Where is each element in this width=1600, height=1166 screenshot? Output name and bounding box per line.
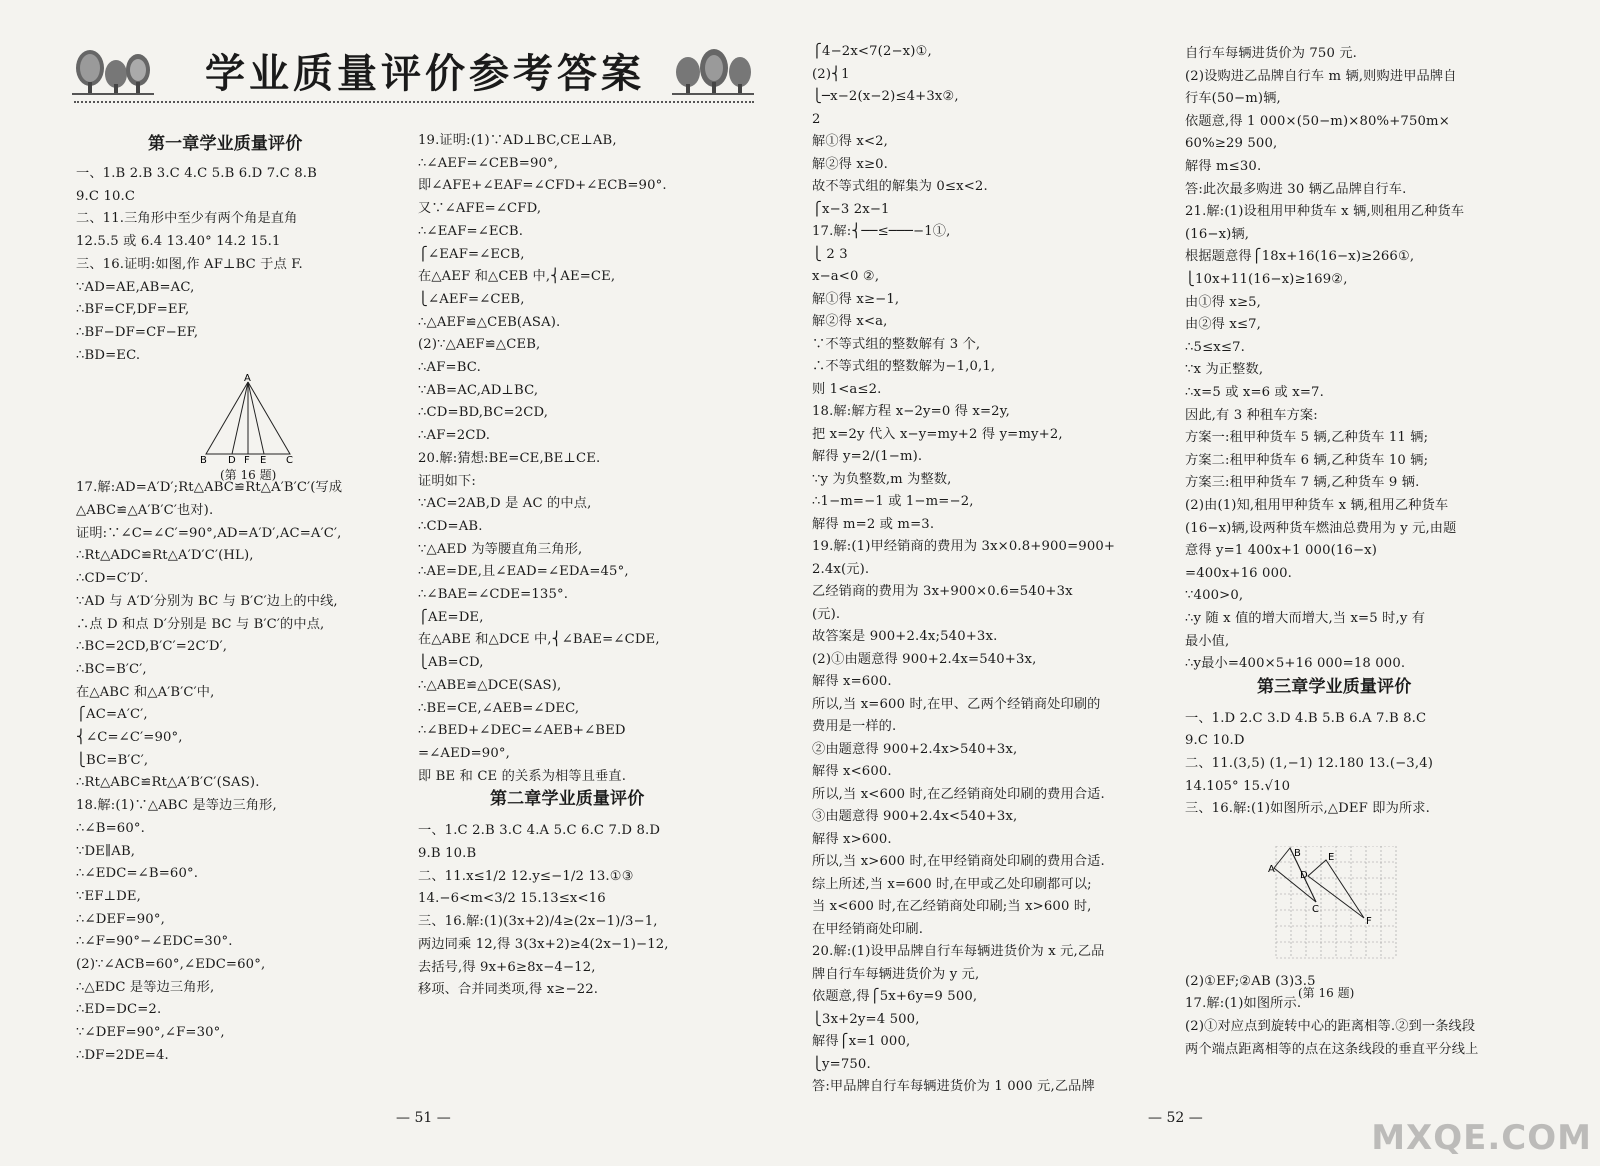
answer-line: 所以,当 x<600 时,在乙经销商处印刷的费用合适. bbox=[812, 786, 1105, 802]
answer-line: 依题意,得⎧5x+6y=9 500, bbox=[812, 989, 978, 1004]
answer-line: ∴△AEF≌△CEB(ASA). bbox=[418, 314, 561, 330]
answer-line: 17.解:AD=A′D′;Rt△ABC≌Rt△A′B′C′(写成 bbox=[76, 480, 343, 496]
answer-line: 又∵∠AFE=∠CFD, bbox=[418, 201, 542, 217]
answer-line: ⎨∠C=∠C′=90°, bbox=[76, 730, 183, 745]
answer-line: 所以,当 x=600 时,在甲、乙两个经销商处印刷的 bbox=[812, 696, 1101, 712]
answer-line: x−a<0 ②, bbox=[812, 269, 880, 284]
answer-line: 19.证明:(1)∵AD⊥BC,CE⊥AB, bbox=[418, 133, 617, 148]
page-title: 学业质量评价参考答案 bbox=[205, 51, 645, 97]
answer-line: 根据题意得⎧18x+16(16−x)≥266①, bbox=[1185, 249, 1415, 265]
answer-line: ∴y最小=400×5+16 000=18 000. bbox=[1185, 656, 1406, 672]
answer-line: ∴BF=CF,DF=EF, bbox=[76, 302, 190, 318]
answer-line: ③由题意得 900+2.4x<540+3x, bbox=[812, 809, 1018, 824]
tri-label: D bbox=[228, 455, 236, 466]
page-number-right: — 52 — bbox=[1148, 1110, 1203, 1126]
answer-line: 18.解:解方程 x−2y=0 得 x=2y, bbox=[812, 404, 1010, 419]
answer-line: 解得 x<600. bbox=[812, 764, 892, 779]
answer-line: 在△ABC 和△A′B′C′中, bbox=[76, 684, 215, 700]
answer-line: 因此,有 3 种租车方案: bbox=[1185, 407, 1318, 423]
answer-line: ⎩∠AEF=∠CEB, bbox=[418, 291, 525, 307]
answer-line: ∴△ABE≌△DCE(SAS), bbox=[418, 677, 562, 693]
answer-line: 乙经销商的费用为 3x+900×0.6=540+3x bbox=[812, 584, 1073, 599]
answer-line: =∠AED=90°, bbox=[418, 745, 510, 761]
answer-line: ∵EF⊥DE, bbox=[76, 888, 142, 904]
tri-label: E bbox=[260, 455, 267, 466]
tree-decoration-left-icon bbox=[72, 44, 154, 96]
answer-line: 即 BE 和 CE 的关系为相等且垂直. bbox=[418, 768, 627, 784]
answer-line: 14.105° 15.√10 bbox=[1185, 778, 1291, 794]
answer-line: ∴BC=B′C′, bbox=[76, 661, 147, 677]
answer-line: ∵∠DEF=90°,∠F=30°, bbox=[76, 1025, 225, 1041]
answer-line: 解得 x=600. bbox=[812, 674, 892, 689]
answer-line: ∴Rt△ABC≌Rt△A′B′C′(SAS). bbox=[76, 775, 260, 791]
answer-line: ∴y 随 x 值的增大而增大,当 x=5 时,y 有 bbox=[1185, 611, 1426, 626]
answer-line: 60%≥29 500, bbox=[1185, 136, 1278, 152]
answer-line: ∴AE=DE,且∠EAD=∠EDA=45°, bbox=[418, 564, 629, 580]
answer-line: ⎩10x+11(16−x)≥169②, bbox=[1185, 272, 1348, 287]
answer-line: 9.B 10.B bbox=[418, 846, 477, 861]
answer-line: ∴5≤x≤7. bbox=[1185, 339, 1245, 355]
answer-line: ∴∠BED+∠DEC=∠AEB+∠BED bbox=[418, 723, 626, 739]
tri-label: B bbox=[200, 455, 207, 466]
answer-line: 证明:∵∠C=∠C′=90°,AD=A′D′,AC=A′C′, bbox=[76, 525, 342, 541]
answer-line: 方案一:租甲种货车 5 辆,乙种货车 11 辆; bbox=[1185, 430, 1429, 446]
answer-line: ∵AD=AE,AB=AC, bbox=[76, 279, 195, 295]
answer-line: ∴∠AEF=∠CEB=90°, bbox=[418, 155, 559, 171]
answer-line: (2)∵△AEF≌△CEB, bbox=[418, 337, 541, 353]
answer-line: 9.C 10.D bbox=[1185, 733, 1245, 749]
answer-line: 在△ABE 和△DCE 中,⎨∠BAE=∠CDE, bbox=[418, 632, 660, 648]
answer-line: 17.解:(1)如图所示. bbox=[1185, 996, 1302, 1012]
grid-label: A bbox=[1268, 864, 1275, 875]
answer-line: 解①得 x<2, bbox=[812, 134, 889, 149]
grid-label: B bbox=[1294, 848, 1301, 859]
answer-line: 两个端点距离相等的点在这条线段的垂直平分线上 bbox=[1185, 1041, 1479, 1057]
answer-line: 三、16.证明:如图,作 AF⊥BC 于点 F. bbox=[76, 256, 303, 272]
answer-line: ∴CD=AB. bbox=[418, 518, 483, 534]
answer-line: 综上所述,当 x=600 时,在甲或乙处印刷都可以; bbox=[812, 876, 1092, 892]
answer-line: 一、1.D 2.C 3.D 4.B 5.B 6.A 7.B 8.C bbox=[1185, 710, 1427, 726]
answer-line: 即∠AFE+∠EAF=∠CFD+∠ECB=90°. bbox=[418, 178, 667, 194]
answer-line: ∴∠B=60°. bbox=[76, 820, 145, 836]
answer-line: 意得 y=1 400x+1 000(16−x) bbox=[1185, 543, 1378, 559]
answer-line: 解②得 x<a, bbox=[812, 314, 888, 329]
answer-line: ⎧AC=A′C′, bbox=[76, 707, 148, 723]
answer-line: 一、1.C 2.B 3.C 4.A 5.C 6.C 7.D 8.D bbox=[418, 823, 661, 839]
answer-line: 去括号,得 9x+6≥8x−4−12, bbox=[418, 959, 596, 975]
answer-line: (2)⎨1 bbox=[812, 66, 850, 82]
answer-line: 故不等式组的解集为 0≤x<2. bbox=[812, 179, 988, 194]
answer-line: 19.解:(1)甲经销商的费用为 3x×0.8+900=900+ bbox=[812, 539, 1116, 554]
answer-line: 依题意,得 1 000×(50−m)×80%+750m× bbox=[1185, 113, 1450, 129]
answer-line: 在甲经销商处印刷. bbox=[812, 921, 924, 937]
answer-line: ∴BC=2CD,B′C′=2C′D′, bbox=[76, 639, 228, 655]
answer-line: ∴BD=EC. bbox=[76, 347, 141, 363]
answer-line: 最小值, bbox=[1185, 633, 1230, 649]
answer-line: ∴AF=2CD. bbox=[418, 428, 491, 444]
answer-line: ∵AD 与 A′D′分别为 BC 与 B′C′边上的中线, bbox=[76, 593, 338, 609]
answer-line: 行车(50−m)辆, bbox=[1185, 91, 1281, 107]
answer-line: ∴CD=BD,BC=2CD, bbox=[418, 405, 549, 421]
answer-line: ⎧4−2x<7(2−x)①, bbox=[812, 44, 932, 59]
answer-line: 20.解:猜想:BE=CE,BE⊥CE. bbox=[418, 450, 601, 466]
answer-line: 17.解:⎨──≤───−1①, bbox=[812, 224, 951, 239]
answer-line: ②由题意得 900+2.4x>540+3x, bbox=[812, 741, 1018, 757]
answer-line: ∴BE=CE,∠AEB=∠DEC, bbox=[418, 700, 580, 716]
answer-line: 故答案是 900+2.4x;540+3x. bbox=[812, 629, 998, 644]
answer-line: 证明如下: bbox=[418, 473, 476, 489]
answer-line: ∴DF=2DE=4. bbox=[76, 1047, 169, 1063]
answer-line: 牌自行车每辆进货价为 y 元, bbox=[812, 966, 980, 982]
answer-line: ∴△EDC 是等边三角形, bbox=[76, 979, 215, 995]
section-heading: 第三章学业质量评价 bbox=[1257, 676, 1412, 697]
answer-line: 解得⎧x=1 000, bbox=[812, 1034, 911, 1049]
answer-line: 12.5.5 或 6.4 13.40° 14.2 15.1 bbox=[76, 234, 281, 250]
answer-line: ∴CD=C′D′. bbox=[76, 571, 149, 587]
answer-line: 一、1.B 2.B 3.C 4.C 5.B 6.D 7.C 8.B bbox=[76, 166, 317, 181]
answer-line: △ABC≌△A′B′C′也对). bbox=[76, 503, 214, 518]
tri-label: F bbox=[244, 455, 250, 466]
answer-line: ∵y 为负整数,m 为整数, bbox=[812, 471, 952, 487]
answer-line: ⎧∠EAF=∠ECB, bbox=[418, 246, 525, 262]
answer-line: ∴∠F=90°−∠EDC=30°. bbox=[76, 934, 233, 950]
answer-line: 二、11.三角形中至少有两个角是直角 bbox=[76, 211, 298, 227]
answer-line: ⎩BC=B′C′, bbox=[76, 752, 149, 768]
answer-line: ∵△AED 为等腰直角三角形, bbox=[418, 541, 583, 557]
answer-line: 所以,当 x>600 时,在甲经销商处印刷的费用合适. bbox=[812, 854, 1105, 869]
answer-line: 解①得 x≥−1, bbox=[812, 291, 900, 307]
answer-line: ∴∠EDC=∠B=60°. bbox=[76, 866, 199, 882]
answer-line: ⎧AE=DE, bbox=[418, 609, 484, 625]
answer-line: 解得 y=2/(1−m). bbox=[812, 449, 923, 464]
answer-line: ∵400>0, bbox=[1185, 588, 1244, 604]
answer-line: ∴x=5 或 x=6 或 x=7. bbox=[1185, 385, 1324, 400]
answer-line: (2)①EF;②AB (3)3.5 bbox=[1185, 973, 1316, 989]
answer-line: ∵AB=AC,AD⊥BC, bbox=[418, 382, 539, 398]
answer-line: (16−x)辆,设两种货车燃油总费用为 y 元,由题 bbox=[1185, 520, 1457, 536]
answer-line: ∴∠EAF=∠ECB. bbox=[418, 223, 524, 239]
answer-line: 二、11.(3,5) (1,−1) 12.180 13.(−3,4) bbox=[1185, 756, 1434, 771]
answer-line: 三、16.解:(1)如图所示,△DEF 即为所求. bbox=[1185, 801, 1430, 817]
figure-caption: (第 16 题) bbox=[220, 468, 277, 482]
page-number-left: — 51 — bbox=[396, 1110, 451, 1126]
answer-line: 解②得 x≥0. bbox=[812, 156, 889, 172]
answer-line: (2)由(1)知,租用甲种货车 x 辆,租用乙种货车 bbox=[1185, 498, 1449, 513]
figure-caption: (第 16 题) bbox=[1298, 986, 1355, 1000]
answer-line: ⎩AB=CD, bbox=[418, 655, 484, 671]
answer-line: 18.解:(1)∵△ABC 是等边三角形, bbox=[76, 798, 277, 814]
answer-line: 方案三:租甲种货车 7 辆,乙种货车 9 辆. bbox=[1185, 475, 1420, 491]
grid-label: D bbox=[1300, 870, 1308, 881]
answer-line: 答:甲品牌自行车每辆进货价为 1 000 元,乙品牌 bbox=[812, 1079, 1095, 1094]
answer-line: ∵不等式组的整数解有 3 个, bbox=[812, 336, 981, 352]
tree-decoration-right-icon bbox=[672, 44, 754, 96]
answer-line: 由①得 x≥5, bbox=[1185, 294, 1262, 310]
grid-label: E bbox=[1328, 852, 1335, 863]
answer-line: 20.解:(1)设甲品牌自行车每辆进货价为 x 元,乙品 bbox=[812, 944, 1105, 959]
answer-line: (2)设购进乙品牌自行车 m 辆,则购进甲品牌自 bbox=[1185, 68, 1457, 84]
answer-line: 则 1<a≤2. bbox=[812, 381, 882, 397]
answer-line: ∵AC=2AB,D 是 AC 的中点, bbox=[418, 496, 592, 512]
answer-line: 由②得 x≤7, bbox=[1185, 317, 1262, 333]
answer-line: ⎩ 2 3 bbox=[812, 246, 848, 262]
answer-line: 2.4x(元). bbox=[812, 561, 870, 577]
answer-line: ∴∠BAE=∠CDE=135°. bbox=[418, 587, 569, 602]
grid-figure bbox=[1268, 846, 1404, 966]
answer-line: ∴不等式组的整数解为−1,0,1, bbox=[812, 359, 996, 374]
answer-line: 费用是一样的. bbox=[812, 719, 897, 734]
grid-label: C bbox=[1312, 904, 1319, 915]
answer-line: 在△AEF 和△CEB 中,⎨AE=CE, bbox=[418, 269, 616, 285]
watermark-text: MXQE.COM bbox=[1371, 1118, 1592, 1158]
answer-line: ∴Rt△ADC≌Rt△A′D′C′(HL), bbox=[76, 548, 254, 564]
tri-label: C bbox=[286, 455, 293, 466]
answer-line: 9.C 10.C bbox=[76, 188, 136, 204]
answer-line: ⎩─x−2(x−2)≤4+3x②, bbox=[812, 89, 959, 104]
grid-label: F bbox=[1366, 916, 1372, 927]
answer-line: 方案二:租甲种货车 6 辆,乙种货车 10 辆; bbox=[1185, 452, 1429, 468]
answer-line: ∴点 D 和点 D′分别是 BC 与 B′C′的中点, bbox=[76, 616, 325, 632]
answer-line: 当 x<600 时,在乙经销商处印刷;当 x>600 时, bbox=[812, 899, 1092, 914]
answer-line: 自行车每辆进货价为 750 元. bbox=[1185, 46, 1358, 61]
answer-line: 移项、合并同类项,得 x≥−22. bbox=[418, 982, 599, 998]
answer-line: ∵x 为正整数, bbox=[1185, 362, 1264, 378]
answer-line: 把 x=2y 代入 x−y=my+2 得 y=my+2, bbox=[812, 426, 1063, 442]
answer-line: 14.−6<m<3/2 15.13≤x<16 bbox=[418, 891, 606, 907]
answer-line: (2)①由题意得 900+2.4x=540+3x, bbox=[812, 651, 1037, 667]
section-heading: 第二章学业质量评价 bbox=[490, 789, 645, 810]
answer-line: ∴BF−DF=CF−EF, bbox=[76, 324, 199, 340]
section-heading: 第一章学业质量评价 bbox=[148, 134, 303, 154]
answer-line: 2 bbox=[812, 111, 821, 127]
answer-line: ⎩3x+2y=4 500, bbox=[812, 1011, 920, 1027]
answer-line: 解得 m≤30. bbox=[1185, 159, 1262, 174]
triangle-figure bbox=[198, 374, 298, 466]
answer-line: ⎧x−3 2x−1 bbox=[812, 201, 890, 217]
title-divider bbox=[74, 101, 754, 103]
answer-line: 三、16.解:(1)(3x+2)/4≥(2x−1)/3−1, bbox=[418, 914, 658, 930]
answer-line: 二、11.x≤1/2 12.y≤−1/2 13.①③ bbox=[418, 868, 634, 884]
answer-line: (2)∵∠ACB=60°,∠EDC=60°, bbox=[76, 957, 266, 972]
answer-line: (2)①对应点到旋转中心的距离相等.②到一条线段 bbox=[1185, 1019, 1476, 1034]
answer-line: 解得 x>600. bbox=[812, 831, 892, 847]
tri-label: A bbox=[244, 374, 251, 384]
answer-line: =400x+16 000. bbox=[1185, 565, 1292, 581]
answer-line: ∵DE∥AB, bbox=[76, 843, 136, 859]
answer-line: 答:此次最多购进 30 辆乙品牌自行车. bbox=[1185, 181, 1407, 197]
answer-line: 21.解:(1)设租用甲种货车 x 辆,则租用乙种货车 bbox=[1185, 204, 1465, 220]
answer-line: (元). bbox=[812, 606, 841, 622]
answer-line: ⎩y=750. bbox=[812, 1056, 871, 1072]
answer-line: ∴1−m=−1 或 1−m=−2, bbox=[812, 494, 974, 509]
answer-line: 两边同乘 12,得 3(3x+2)≥4(2x−1)−12, bbox=[418, 936, 669, 952]
answer-line: (16−x)辆, bbox=[1185, 226, 1250, 242]
answer-line: ∴AF=BC. bbox=[418, 360, 481, 375]
answer-line: 解得 m=2 或 m=3. bbox=[812, 516, 935, 532]
answer-line: ∴∠DEF=90°, bbox=[76, 911, 165, 927]
answer-line: ∴ED=DC=2. bbox=[76, 1002, 162, 1018]
